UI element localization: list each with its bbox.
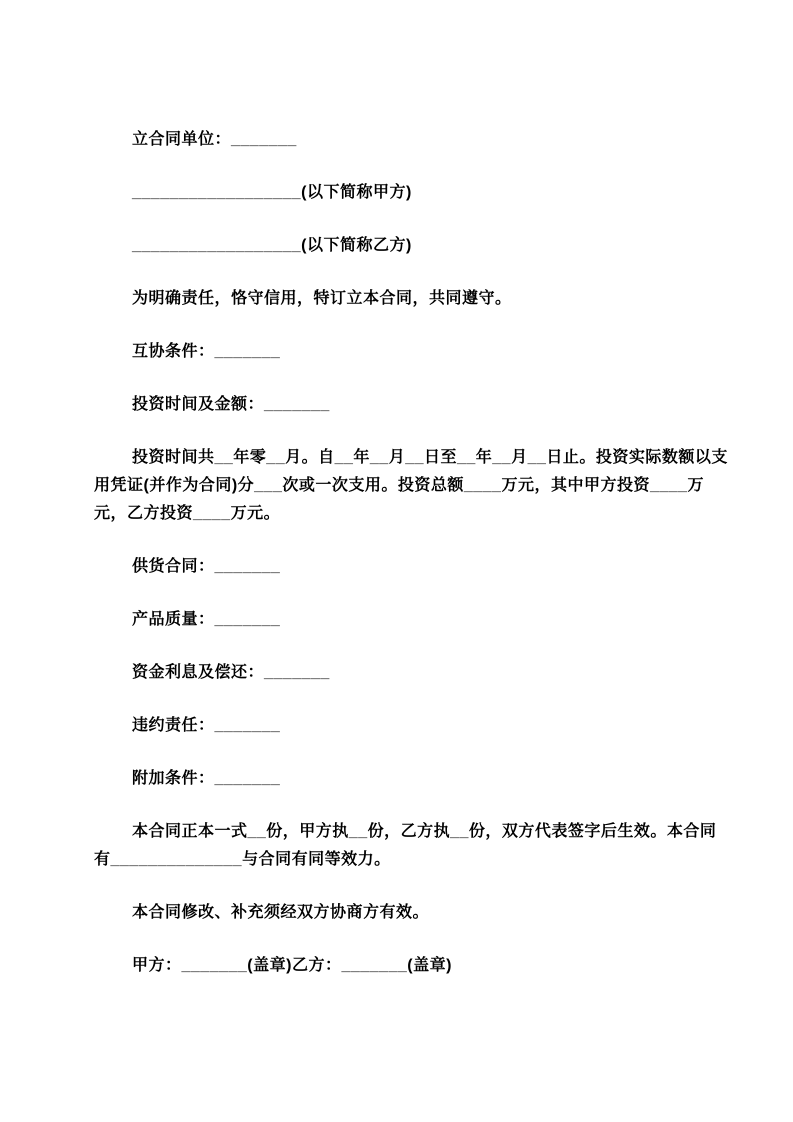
line-contract-unit-label: 立合同单位：_______	[132, 131, 297, 148]
line-mutual-terms: 互协条件：_______	[132, 343, 281, 360]
line-investment-time-amount: 投资时间及金额：_______	[132, 396, 330, 413]
line-copies-validity-2: 有______________与合同有同等效力。	[94, 851, 391, 868]
line-interest-repayment: 资金利息及偿还：_______	[132, 664, 330, 681]
line-investment-details-2: 用凭证(并作为合同)分___次或一次支用。投资总额____万元，其中甲方投资____万	[94, 477, 705, 494]
line-amendment-clause: 本合同修改、补充须经双方协商方有效。	[132, 904, 430, 921]
line-supply-contract: 供货合同：_______	[132, 558, 281, 575]
line-breach-liability: 违约责任：_______	[132, 717, 281, 734]
line-copies-validity-1: 本合同正本一式__份，甲方执__份，乙方执__份，双方代表签字后生效。本合同	[132, 823, 717, 840]
line-additional-terms: 附加条件：_______	[132, 770, 281, 787]
line-purpose-statement: 为明确责任，恪守信用，特订立本合同，共同遵守。	[132, 290, 512, 307]
line-signature-seals: 甲方：_______(盖章)乙方：_______(盖章)	[132, 957, 452, 974]
line-party-b-blank: __________________(以下简称乙方)	[132, 237, 412, 254]
line-investment-details-3: 元，乙方投资____万元。	[94, 505, 281, 522]
line-party-a-blank: __________________(以下简称甲方)	[132, 184, 412, 201]
line-product-quality: 产品质量：_______	[132, 611, 281, 628]
line-investment-details-1: 投资时间共__年零__月。自__年__月__日至__年__月__日止。投资实际数额以支	[132, 449, 728, 466]
